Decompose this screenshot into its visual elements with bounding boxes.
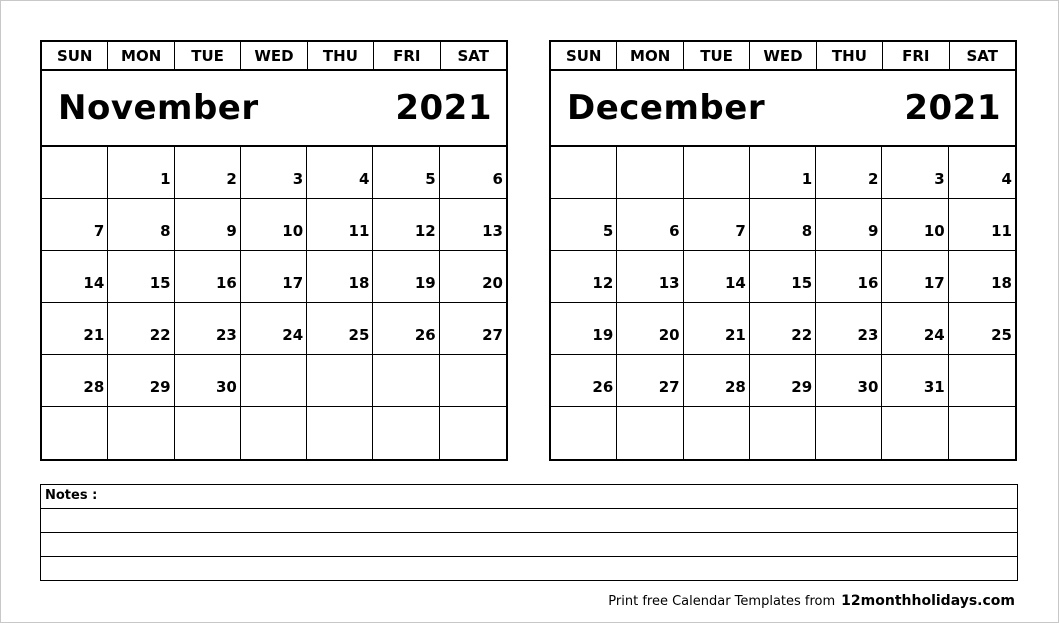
weekday-mon: MON [108, 42, 174, 69]
weekday-tue: TUE [684, 42, 750, 69]
day-cell [816, 355, 882, 407]
day-cell [551, 199, 617, 251]
day-cell [816, 303, 882, 355]
day-number: 6 [669, 222, 680, 240]
day-number: 2 [867, 170, 879, 188]
day-cell [750, 251, 816, 303]
day-cell [241, 199, 307, 251]
day-cell [108, 147, 174, 199]
month-title-row [551, 71, 1015, 147]
day-cell [684, 407, 750, 459]
day-cell [750, 199, 816, 251]
calendar-december [549, 40, 1017, 461]
day-cell [373, 147, 439, 199]
day-cell [882, 199, 948, 251]
day-cell [42, 147, 108, 199]
day-number: 22 [149, 326, 171, 344]
day-cell [882, 147, 948, 199]
day-number: 18 [348, 274, 370, 292]
day-cell [617, 147, 683, 199]
day-cell [373, 355, 439, 407]
day-cell [750, 147, 816, 199]
day-number: 26 [592, 378, 614, 396]
day-cell [373, 251, 439, 303]
day-cell [617, 199, 683, 251]
day-number: 25 [348, 326, 370, 344]
day-number: 24 [282, 326, 304, 344]
day-number: 17 [923, 274, 945, 292]
day-number: 10 [282, 222, 304, 240]
day-cell [440, 407, 506, 459]
weekday-thu: THU [308, 42, 374, 69]
day-number: 18 [991, 274, 1012, 292]
weekday-header-row [42, 42, 506, 71]
day-number: 9 [867, 222, 879, 240]
day-cell [175, 303, 241, 355]
day-number: 7 [735, 222, 746, 240]
day-number: 29 [149, 378, 171, 396]
month-name: December [567, 88, 766, 128]
day-cell [241, 147, 307, 199]
day-cell [108, 407, 174, 459]
weekday-thu: THU [817, 42, 883, 69]
day-cell [175, 251, 241, 303]
day-number: 27 [658, 378, 680, 396]
day-number: 19 [592, 326, 614, 344]
weekday-header-row [551, 42, 1015, 71]
day-number: 23 [215, 326, 237, 344]
day-cell [684, 147, 750, 199]
weekday-tue: TUE [175, 42, 241, 69]
weekday-sat: SAT [966, 46, 998, 65]
day-cell [42, 251, 108, 303]
day-number: 26 [414, 326, 436, 344]
day-cell [750, 355, 816, 407]
day-number: 24 [923, 326, 945, 344]
day-cell [108, 251, 174, 303]
day-number: 9 [226, 222, 237, 240]
day-cell [241, 251, 307, 303]
footer-credit [608, 593, 1015, 609]
day-number: 13 [658, 274, 680, 292]
weekday-wed: WED [241, 42, 307, 69]
day-cell [816, 407, 882, 459]
day-cell [42, 355, 108, 407]
day-number: 12 [592, 274, 614, 292]
year: 2021 [904, 88, 1001, 128]
day-cell [816, 147, 882, 199]
day-number: 31 [923, 378, 945, 396]
day-number: 3 [292, 170, 304, 188]
day-cell [617, 407, 683, 459]
day-grid [551, 147, 1015, 459]
day-cell [750, 303, 816, 355]
day-cell [307, 355, 373, 407]
day-cell [175, 147, 241, 199]
day-cell [816, 251, 882, 303]
year: 2021 [395, 88, 492, 128]
day-number: 8 [801, 222, 813, 240]
day-cell [307, 199, 373, 251]
day-cell [440, 199, 506, 251]
day-cell [551, 147, 617, 199]
weekday-wed: WED [750, 42, 816, 69]
day-number: 1 [801, 170, 813, 188]
weekday-sat: SAT [457, 46, 489, 65]
day-cell [684, 251, 750, 303]
day-cell [307, 251, 373, 303]
day-cell [440, 303, 506, 355]
day-cell [108, 303, 174, 355]
day-number: 10 [923, 222, 945, 240]
day-cell [684, 303, 750, 355]
day-cell [551, 355, 617, 407]
weekday-mon: MON [617, 42, 683, 69]
day-cell [175, 355, 241, 407]
day-cell [816, 199, 882, 251]
day-cell [42, 407, 108, 459]
day-number: 15 [149, 274, 171, 292]
day-cell [949, 355, 1015, 407]
day-number: 11 [348, 222, 370, 240]
day-number: 21 [724, 326, 746, 344]
day-number: 20 [482, 274, 503, 292]
notes-line [41, 533, 1017, 557]
day-cell [373, 407, 439, 459]
day-number: 4 [1001, 170, 1012, 188]
day-number: 16 [215, 274, 237, 292]
day-cell [373, 303, 439, 355]
notes-line [41, 485, 1017, 509]
day-cell [617, 251, 683, 303]
notes-label: Notes : [45, 488, 98, 503]
day-cell [551, 407, 617, 459]
day-cell [175, 407, 241, 459]
day-number: 14 [83, 274, 105, 292]
day-cell [617, 303, 683, 355]
calendar-november [40, 40, 508, 461]
day-cell [42, 303, 108, 355]
day-cell [750, 407, 816, 459]
day-number: 25 [991, 326, 1012, 344]
month-title-row [42, 71, 506, 147]
day-cell [949, 251, 1015, 303]
day-number: 13 [482, 222, 503, 240]
day-number: 28 [83, 378, 105, 396]
day-cell [617, 355, 683, 407]
weekday-fri: FRI [883, 42, 949, 69]
day-cell [440, 147, 506, 199]
notes-line [41, 557, 1017, 581]
day-cell [949, 147, 1015, 199]
day-number: 20 [658, 326, 680, 344]
day-cell [42, 199, 108, 251]
weekday-fri: FRI [374, 42, 440, 69]
day-cell [882, 355, 948, 407]
day-cell [551, 303, 617, 355]
day-cell [882, 303, 948, 355]
day-cell [949, 199, 1015, 251]
day-cell [440, 355, 506, 407]
day-number: 30 [857, 378, 879, 396]
month-name: November [58, 88, 259, 128]
day-cell [949, 407, 1015, 459]
day-number: 21 [83, 326, 105, 344]
day-cell [108, 355, 174, 407]
day-number: 30 [215, 378, 237, 396]
day-number: 8 [160, 222, 171, 240]
day-cell [307, 407, 373, 459]
day-number: 14 [724, 274, 746, 292]
weekday-sun: SUN [42, 42, 108, 69]
footer-site-link[interactable]: 12monthholidays.com [841, 593, 1015, 609]
notes-box [40, 484, 1018, 581]
weekday-sun: SUN [551, 42, 617, 69]
day-number: 29 [791, 378, 813, 396]
day-cell [882, 407, 948, 459]
day-cell [307, 147, 373, 199]
day-cell [108, 199, 174, 251]
footer-text: Print free Calendar Templates from [608, 594, 836, 609]
day-number: 11 [991, 222, 1012, 240]
day-cell [949, 303, 1015, 355]
day-number: 23 [857, 326, 879, 344]
day-number: 6 [492, 170, 503, 188]
day-number: 16 [857, 274, 879, 292]
day-cell [440, 251, 506, 303]
day-cell [241, 303, 307, 355]
day-cell [307, 303, 373, 355]
day-grid [42, 147, 506, 459]
day-number: 19 [414, 274, 436, 292]
day-number: 12 [414, 222, 436, 240]
day-number: 5 [425, 170, 436, 188]
day-number: 17 [282, 274, 304, 292]
day-cell [373, 199, 439, 251]
day-cell [241, 355, 307, 407]
day-number: 7 [93, 222, 105, 240]
day-number: 4 [358, 170, 370, 188]
day-number: 15 [791, 274, 813, 292]
day-number: 2 [226, 170, 237, 188]
day-cell [241, 407, 307, 459]
day-number: 22 [791, 326, 813, 344]
day-number: 1 [160, 170, 171, 188]
day-cell [684, 199, 750, 251]
day-cell [684, 355, 750, 407]
day-number: 27 [482, 326, 503, 344]
day-cell [175, 199, 241, 251]
day-cell [882, 251, 948, 303]
day-number: 3 [934, 170, 945, 188]
day-number: 28 [724, 378, 746, 396]
notes-line [41, 509, 1017, 533]
day-number: 5 [602, 222, 614, 240]
day-cell [551, 251, 617, 303]
